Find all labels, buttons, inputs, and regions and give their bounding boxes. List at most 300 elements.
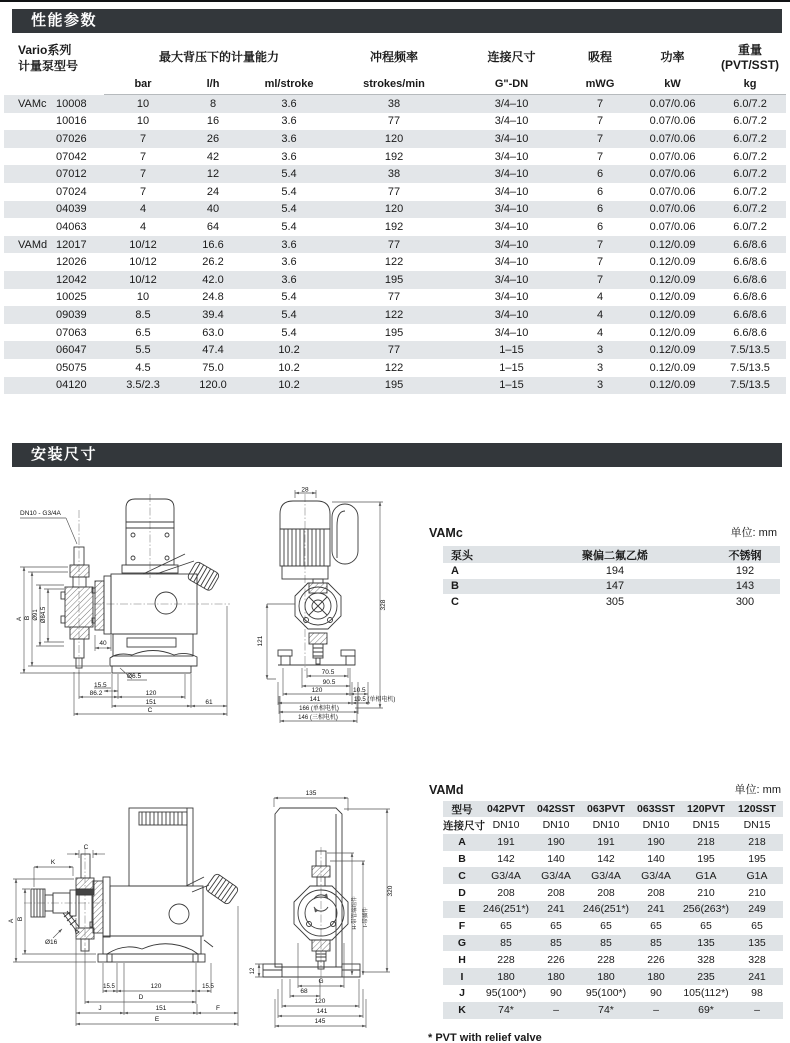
- cell-mwg: 4: [596, 326, 604, 339]
- section-header-performance: [12, 9, 782, 33]
- cell-connection: 3/4–10: [494, 115, 529, 128]
- col-header-120sst: 120SST: [731, 801, 783, 817]
- cell-model: 07024: [56, 185, 87, 198]
- dim-label-105: 10.5: [353, 687, 366, 694]
- cell-042sst: 65: [550, 920, 562, 933]
- cell-mwg: 4: [596, 308, 604, 321]
- cell-mwg: 7: [596, 115, 604, 128]
- cell-kw: 0.07/0.06: [649, 185, 696, 198]
- cell-model: 09039: [56, 308, 87, 321]
- cell-063sst: –: [653, 1004, 659, 1017]
- table-row: [4, 130, 786, 148]
- cell-strokesmin: 195: [384, 273, 404, 286]
- cell-bar: 3.5/2.3: [126, 379, 160, 392]
- cell-mlstroke: 10.2: [278, 361, 300, 374]
- cell-042sst: –: [553, 1004, 559, 1017]
- table-row: [4, 359, 786, 377]
- dim-label-A: A: [16, 616, 23, 622]
- cell-mwg: 6: [596, 203, 604, 216]
- cell-series: [4, 289, 56, 307]
- table-row: [443, 918, 783, 935]
- cell-bar: 10/12: [129, 256, 157, 269]
- name-plate: [127, 638, 176, 647]
- stroke-adjust-knob: [187, 561, 220, 592]
- cell-mlstroke: 10.2: [278, 344, 300, 357]
- cell-dim-label: 连接尺寸: [443, 819, 485, 832]
- cell-model: 10025: [56, 291, 87, 304]
- dim-label-166-single-phase: 166 (单相电机): [299, 706, 339, 712]
- cell-kw: 0.12/0.09: [649, 238, 696, 251]
- left-foot: [263, 964, 282, 977]
- cell-kg: 6.6/8.6: [733, 256, 767, 269]
- cell-connection: 1–15: [499, 361, 524, 374]
- cell-063pvt: 65: [600, 920, 612, 933]
- dim-label-320: 320: [387, 885, 394, 897]
- cell-mwg: 7: [596, 273, 604, 286]
- cell-series: [4, 271, 56, 289]
- cell-063pvt: 142: [597, 852, 615, 865]
- cell-mlstroke: 3.6: [281, 115, 297, 128]
- cell-mwg: 7: [596, 150, 604, 163]
- pump-outline: [61, 499, 220, 673]
- cell-mlstroke: 3.6: [281, 150, 297, 163]
- cell-042sst: 180: [547, 970, 565, 983]
- cell-mlstroke: 3.6: [281, 273, 297, 286]
- dim-label-145: 145: [314, 1018, 326, 1025]
- cell-model: 07012: [56, 168, 87, 181]
- cell-dim-label: B: [451, 580, 459, 593]
- table-row: [443, 884, 783, 901]
- table-row: [4, 165, 786, 183]
- cell-mwg: 3: [596, 361, 604, 374]
- cell-kg: 6.0/7.2: [733, 203, 767, 216]
- weight-header-line2: (PVT/SST): [721, 58, 780, 72]
- unit-mwg: mWG: [569, 73, 631, 95]
- right-foot: [341, 650, 355, 656]
- cell-series: [4, 113, 56, 131]
- cell-connection: 3/4–10: [494, 203, 529, 216]
- cell-mlstroke: 5.4: [281, 168, 297, 181]
- cell-mlstroke: 5.4: [281, 326, 297, 339]
- cell-mwg: 6: [596, 168, 604, 181]
- cell-lh: 47.4: [202, 344, 224, 357]
- unit-gdn: G"-DN: [454, 73, 569, 95]
- cell-120pvt: G1A: [695, 869, 717, 882]
- cell-kw: 0.12/0.09: [649, 361, 696, 374]
- cell-063sst: 65: [650, 920, 662, 933]
- cell-strokesmin: 122: [384, 308, 404, 321]
- cell-lh: 8: [209, 97, 217, 110]
- table-row: [443, 867, 783, 884]
- cell-series: [4, 253, 56, 271]
- section-title-installation: 安装尺寸: [31, 446, 98, 463]
- cell-042pvt: 95(100*): [485, 987, 527, 1000]
- table-row: [443, 579, 780, 595]
- cell-120pvt: 210: [697, 886, 715, 899]
- cell-dim-label: B: [458, 852, 466, 865]
- vamc-table-title: VAMc: [429, 526, 463, 540]
- dim-label-C: C: [83, 844, 89, 851]
- cell-042pvt: 246(251*): [482, 903, 530, 916]
- dim-label-905: 90.5: [322, 679, 336, 686]
- dim-label-40: 40: [99, 640, 107, 647]
- cell-120sst: 135: [748, 936, 766, 949]
- cell-120sst: 249: [748, 903, 766, 916]
- cell-kg: 6.6/8.6: [733, 291, 767, 304]
- cell-dim-label: F: [458, 920, 466, 933]
- cell-strokesmin: 120: [384, 132, 404, 145]
- cell-120pvt: 65: [700, 920, 712, 933]
- cell-mwg: 7: [596, 256, 604, 269]
- table-row: [443, 1002, 783, 1019]
- cell-model: 07063: [56, 326, 87, 339]
- cell-120pvt: 69*: [698, 1004, 714, 1017]
- cell-bar: 7: [139, 132, 147, 145]
- cell-series: [4, 341, 56, 359]
- cell-063pvt: 85: [600, 936, 612, 949]
- cell-kw: 0.07/0.06: [649, 168, 696, 181]
- cell-dim-label: H: [458, 953, 466, 966]
- cell-strokesmin: 122: [384, 256, 404, 269]
- cell-kg: 6.6/8.6: [733, 308, 767, 321]
- cell-connection: 3/4–10: [494, 273, 529, 286]
- col-header-pvdf: 聚偏二氟乙烯: [520, 546, 710, 563]
- unit-kw: kW: [631, 73, 714, 95]
- dim-label-155-left: 15.5: [103, 984, 115, 990]
- cell-dim-label: I: [460, 970, 464, 983]
- dim-label-E: E: [154, 1016, 160, 1023]
- cell-bar: 5.5: [135, 344, 151, 357]
- cell-dim-label: A: [451, 564, 459, 577]
- pump-head: [95, 581, 104, 630]
- cell-series: [4, 377, 56, 395]
- vamd-table-title: VAMd: [429, 783, 464, 797]
- vamd-dimension-table: [443, 801, 783, 1019]
- cell-bar: 10: [136, 115, 150, 128]
- cell-kg: 6.0/7.2: [733, 168, 767, 181]
- dim-label-328: 328: [380, 599, 387, 611]
- dim-label-d65: Ø6.5: [127, 673, 142, 680]
- cell-kg: 6.6/8.6: [733, 273, 767, 286]
- cell-120sst: 98: [751, 987, 763, 1000]
- unit-lh: l/h: [182, 73, 244, 95]
- cell-mwg: 6: [596, 220, 604, 233]
- cell-120sst: 241: [748, 970, 766, 983]
- dim-label-862: 86.2: [89, 690, 103, 697]
- col-header-power: 功率: [660, 50, 685, 64]
- cell-042pvt: 85: [500, 936, 512, 949]
- cell-dim-label: E: [458, 903, 466, 916]
- cell-lh: 120.0: [199, 379, 227, 392]
- dim-label-120: 120: [150, 983, 162, 990]
- cell-series: [4, 218, 56, 236]
- vamd-side-view-drawing: [6, 786, 244, 1030]
- table-row: [443, 951, 783, 968]
- dimension-lines: [20, 518, 227, 716]
- cell-bar: 4: [139, 203, 147, 216]
- cell-120sst: 195: [748, 852, 766, 865]
- cell-model: 12042: [56, 273, 87, 286]
- dim-label-B: B: [17, 916, 24, 922]
- section-header-installation: [12, 443, 782, 467]
- cell-model: 07042: [56, 150, 87, 163]
- cell-120sst: 210: [748, 886, 766, 899]
- dim-label-155-right: 15.5: [202, 984, 214, 990]
- cell-lh: 39.4: [202, 308, 224, 321]
- cell-mlstroke: 5.4: [281, 291, 297, 304]
- cell-series: [4, 359, 56, 377]
- cell-lh: 16.6: [202, 238, 224, 251]
- cell-120pvt: 235: [697, 970, 715, 983]
- dim-label-F: F: [216, 1005, 220, 1012]
- cell-dim-label: J: [459, 987, 465, 1000]
- cell-strokesmin: 77: [387, 185, 401, 198]
- cell-connection: 1–15: [499, 379, 524, 392]
- table-row: [4, 341, 786, 359]
- vamc-front-view-drawing: [240, 486, 436, 731]
- cell-strokesmin: 38: [387, 97, 401, 110]
- table-row: [4, 377, 786, 395]
- cell-series: [4, 165, 56, 183]
- cell-strokesmin: 77: [387, 291, 401, 304]
- vamd-front-view-drawing: [246, 783, 432, 1035]
- col-header-120pvt: 120PVT: [681, 801, 731, 817]
- cell-dim-label: D: [458, 886, 466, 899]
- cell-bar: 7: [139, 168, 147, 181]
- stroke-adjust-knob: [205, 873, 239, 905]
- cell-120pvt: 218: [697, 836, 715, 849]
- vamc-dimension-table: [443, 546, 780, 610]
- cell-042pvt: 142: [497, 852, 515, 865]
- cell-bar: 10/12: [129, 273, 157, 286]
- cell-kg: 7.5/13.5: [730, 361, 770, 374]
- cell-mwg: 7: [596, 132, 604, 145]
- dim-label-A: A: [8, 918, 15, 924]
- table-row: [4, 113, 786, 131]
- col-header-suction: 吸程: [588, 50, 613, 64]
- cell-strokesmin: 77: [387, 238, 401, 251]
- cell-connection: 1–15: [499, 344, 524, 357]
- cell-120sst: 65: [751, 920, 763, 933]
- cell-model: 04039: [56, 203, 87, 216]
- cell-mwg: 3: [596, 379, 604, 392]
- dimension-lines: [13, 850, 238, 1026]
- cell-lh: 75.0: [202, 361, 224, 374]
- cell-connection: 3/4–10: [494, 168, 529, 181]
- pvt-relief-valve-footnote: * PVT with relief valve: [428, 1032, 542, 1043]
- cell-strokesmin: 122: [384, 361, 404, 374]
- cell-pvdf-value: 147: [605, 580, 625, 593]
- model-header-line2: 计量泵型号: [18, 59, 79, 73]
- dim-label-135: 135: [305, 790, 317, 797]
- cell-063pvt: 74*: [598, 1004, 614, 1017]
- dim-label-120: 120: [314, 998, 326, 1005]
- pump-outline: [31, 808, 239, 962]
- cell-lh: 63.0: [202, 326, 224, 339]
- dim-label-K: K: [50, 859, 56, 866]
- dim-label-d91: Ø91: [33, 609, 39, 621]
- cell-042sst: 140: [547, 852, 565, 865]
- cell-lh: 42: [206, 150, 220, 163]
- cell-connection: 3/4–10: [494, 308, 529, 321]
- table-row: [443, 817, 783, 834]
- base-block: [113, 634, 193, 656]
- table-row: [4, 306, 786, 324]
- cell-063pvt: 191: [597, 836, 615, 849]
- vamd-table-unit: 单位: mm: [734, 784, 781, 796]
- cell-063pvt: 208: [597, 886, 615, 899]
- cell-dim-label: G: [457, 936, 467, 949]
- pump-outline: [278, 501, 358, 665]
- cell-mwg: 7: [596, 97, 604, 110]
- col-header-model: 型号: [443, 801, 481, 817]
- cell-series: VAMc: [18, 97, 47, 110]
- cell-lh: 24.8: [202, 291, 224, 304]
- cell-063sst: G3/4A: [641, 869, 671, 882]
- cell-mwg: 6: [596, 185, 604, 198]
- cell-063pvt: G3/4A: [591, 869, 621, 882]
- dim-label-151: 151: [145, 699, 157, 706]
- drive-housing: [110, 886, 203, 936]
- header-row: [443, 801, 783, 817]
- cell-kw: 0.07/0.06: [649, 220, 696, 233]
- cell-series: [4, 183, 56, 201]
- dim-label-d16: Ø16: [45, 939, 58, 946]
- valve-body: [65, 587, 93, 627]
- table-row: [4, 324, 786, 342]
- cell-series: [4, 201, 56, 219]
- cell-series: [4, 130, 56, 148]
- cell-kg: 6.0/7.2: [733, 185, 767, 198]
- dim-label-705: 70.5: [321, 669, 335, 676]
- table-row: [443, 594, 780, 610]
- model-header-line1: Vario系列: [18, 43, 72, 57]
- cell-kg: 6.0/7.2: [733, 132, 767, 145]
- cell-042pvt: 191: [497, 836, 515, 849]
- cell-042sst: G3/4A: [541, 869, 571, 882]
- cell-063sst: 190: [647, 836, 665, 849]
- table-row: [4, 271, 786, 289]
- cell-bar: 6.5: [135, 326, 151, 339]
- cell-model: 04063: [56, 220, 87, 233]
- vamc-table-title-row: [429, 524, 777, 540]
- performance-table-body: [4, 95, 786, 395]
- cell-042pvt: 228: [497, 953, 515, 966]
- cell-lh: 26: [206, 132, 220, 145]
- cell-kg: 6.6/8.6: [733, 326, 767, 339]
- vamc-table-head: [443, 546, 780, 563]
- cell-bar: 10: [136, 97, 150, 110]
- section-title-performance: 性能参数: [31, 12, 98, 29]
- cell-120sst: DN15: [743, 819, 771, 832]
- col-header-connection: 连接尺寸: [487, 50, 536, 64]
- cell-063sst: 241: [647, 903, 665, 916]
- cell-063sst: 208: [647, 886, 665, 899]
- dim-label-H-hose-assembly: H-带管端组件: [352, 896, 358, 930]
- cell-pvdf-value: 305: [605, 595, 625, 608]
- cell-042pvt: DN10: [492, 819, 520, 832]
- cell-lh: 12: [206, 168, 220, 181]
- cell-042sst: 241: [547, 903, 565, 916]
- cell-120pvt: 135: [697, 936, 715, 949]
- table-row: [4, 253, 786, 271]
- cell-mlstroke: 3.6: [281, 132, 297, 145]
- cell-connection: 3/4–10: [494, 132, 529, 145]
- col-header-capacity: 最大背压下的计量能力: [159, 50, 280, 64]
- dim-label-B: B: [24, 615, 31, 621]
- cell-120pvt: DN15: [692, 819, 720, 832]
- cell-lh: 26.2: [202, 256, 224, 269]
- cell-dim-label: C: [458, 869, 466, 882]
- cell-042pvt: 180: [497, 970, 515, 983]
- dim-label-120: 120: [311, 687, 323, 694]
- cell-connection: 3/4–10: [494, 256, 529, 269]
- cell-series: [4, 324, 56, 342]
- weight-header-line1: 重量: [738, 43, 763, 57]
- cell-042sst: 190: [547, 836, 565, 849]
- hose-barb: [63, 911, 79, 934]
- cell-connection: 3/4–10: [494, 150, 529, 163]
- dim-label-D: D: [138, 994, 144, 1001]
- table-row: [4, 95, 786, 113]
- cell-model: 12026: [56, 256, 87, 269]
- vamc-table-unit: 单位: mm: [730, 527, 777, 539]
- cell-kg: 7.5/13.5: [730, 344, 770, 357]
- cell-mlstroke: 3.6: [281, 256, 297, 269]
- dim-label-141: 141: [309, 696, 321, 703]
- table-row: [4, 236, 786, 254]
- table-row: [4, 148, 786, 166]
- cell-120pvt: 256(263*): [682, 903, 730, 916]
- page-top-rule: [0, 0, 790, 2]
- dim-label-146-three-phase: 146 (三相电机): [298, 715, 338, 721]
- vamc-side-view-drawing: [8, 488, 238, 728]
- cell-bar: 4.5: [135, 361, 151, 374]
- cell-connection: 3/4–10: [494, 97, 529, 110]
- cell-mlstroke: 5.4: [281, 220, 297, 233]
- unit-strokesmin: strokes/min: [334, 73, 454, 95]
- cell-bar: 10/12: [129, 238, 157, 251]
- dim-label-G: G: [318, 978, 324, 985]
- dim-label-28: 28: [301, 486, 309, 494]
- vamd-table-title-row: [429, 781, 781, 797]
- cell-lh: 16: [206, 115, 220, 128]
- cell-063pvt: 246(251*): [582, 903, 630, 916]
- cell-kw: 0.12/0.09: [649, 308, 696, 321]
- dim-label-12: 12: [250, 967, 256, 975]
- pump-head: [93, 881, 103, 933]
- cell-lh: 24: [206, 185, 220, 198]
- dim-label-121: 121: [257, 635, 264, 647]
- cell-pvdf-value: 194: [605, 564, 625, 577]
- cell-120sst: –: [754, 1004, 760, 1017]
- cell-kw: 0.07/0.06: [649, 97, 696, 110]
- cell-mlstroke: 10.2: [278, 379, 300, 392]
- cell-042pvt: 208: [497, 886, 515, 899]
- unit-bar: bar: [104, 73, 182, 95]
- cell-stainless-value: 192: [735, 564, 755, 577]
- dim-label-d845: Ø84.5: [41, 606, 47, 624]
- cell-model: 10008: [56, 97, 87, 110]
- cell-mlstroke: 5.4: [281, 203, 297, 216]
- col-header-stroke-frequency: 冲程频率: [370, 50, 419, 64]
- cell-kg: 6.0/7.2: [733, 220, 767, 233]
- col-header-063pvt: 063PVT: [581, 801, 631, 817]
- table-row: [443, 834, 783, 851]
- cell-bar: 10: [136, 291, 150, 304]
- cell-120pvt: 105(112*): [683, 987, 729, 1000]
- dim-label-120: 120: [145, 690, 157, 697]
